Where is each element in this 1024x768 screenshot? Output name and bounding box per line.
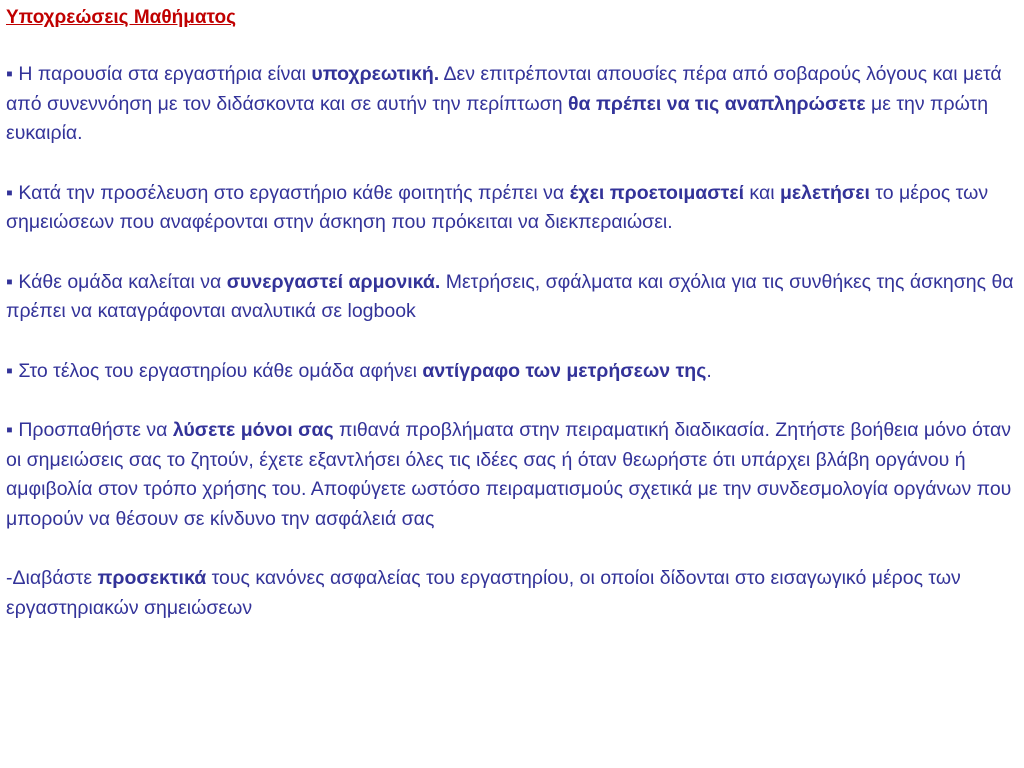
- emphasis-text: λύσετε μόνοι σας: [172, 419, 334, 441]
- paragraph-text: τους κανόνες ασφαλείας του εργαστηρίου, οι οποίοι δίδονται στο εισαγωγικό μέρος των εργαστηριακών σημειώσεων: [6, 567, 961, 619]
- bullet-icon: ▪: [6, 359, 13, 382]
- emphasis-text: έχει προετοιμαστεί: [569, 181, 745, 204]
- dash-prefix: -: [6, 567, 13, 589]
- paragraph-text: πιθανά προβλήματα στην πειραματική διαδικασία. Ζητήστε βοήθεια μόνο όταν οι σημειώσεις σας το ζητούν, έχετε εξαντλήσει όλες τις ιδέες σας ή όταν θεωρήστε ότι υπάρχει βλάβη οργάνου ή αμφιβολία στον τρόπο χρήσης του. Αποφύγετε ωστόσο πειραματισμούς σχετικά με την συνδεσμολογία οργάνων που μπορούν να θέσουν σε κίνδυνο την ασφάλειά σας: [6, 419, 1012, 530]
- paragraph-self-reliance: [6, 416, 1020, 534]
- bullet-icon: ▪: [6, 419, 13, 441]
- page-title: Υποχρεώσεις Μαθήματος: [6, 7, 236, 28]
- paragraph-text: Προσπαθήστε να: [18, 419, 173, 441]
- bullet-icon: ▪: [6, 181, 13, 204]
- paragraph-text: Διαβάστε: [12, 567, 98, 589]
- emphasis-text: θα πρέπει να τις αναπληρώσετε: [568, 92, 866, 115]
- emphasis-text: προσεκτικά: [97, 567, 207, 589]
- emphasis-text: μελετήσει: [779, 181, 870, 204]
- paragraph-text: Μετρήσεις, σφάλματα και σχόλια για τις συνθήκες της άσκησης θα πρέπει να καταγράφονται αναλυτικά σε logbook: [6, 270, 1014, 322]
- slide: [6, 6, 1020, 623]
- emphasis-text: συνεργαστεί αρμονικά.: [226, 270, 441, 293]
- bullet-icon: ▪: [6, 270, 13, 293]
- paragraph-text: το μέρος των σημειώσεων που αναφέρονται στην άσκηση που πρόκειται να διεκπεραιώσει.: [6, 181, 989, 233]
- paragraph-text: με την πρώτη ευκαιρία.: [6, 92, 989, 144]
- paragraph-text: Η παρουσία στα εργαστήρια είναι: [18, 63, 312, 85]
- bullet-icon: ▪: [6, 63, 13, 85]
- paragraph-preparation: [6, 179, 1020, 238]
- paragraph-text: Κατά την προσέλευση στο εργαστήριο κάθε φοιτητής πρέπει να: [18, 181, 570, 204]
- paragraph-safety-rules: [6, 564, 1020, 623]
- paragraph-text: Δεν επιτρέπονται απουσίες πέρα από σοβαρούς λόγους και μετά από συνεννόηση με τον διδάσκοντα και σε αυτήν την περίπτωση: [6, 63, 1002, 115]
- paragraph-measurements-copy: [6, 357, 1020, 387]
- paragraph-text: Κάθε ομάδα καλείται να: [18, 270, 227, 293]
- paragraph-text: .: [706, 359, 712, 382]
- emphasis-text: υποχρεωτική.: [311, 63, 440, 85]
- emphasis-text: αντίγραφο των μετρήσεων της: [422, 359, 707, 382]
- paragraph-text: και: [744, 181, 780, 204]
- paragraph-attendance: [6, 60, 1020, 149]
- paragraph-text: Στο τέλος του εργαστηρίου κάθε ομάδα αφήνει: [18, 359, 423, 382]
- paragraph-teamwork: [6, 268, 1020, 327]
